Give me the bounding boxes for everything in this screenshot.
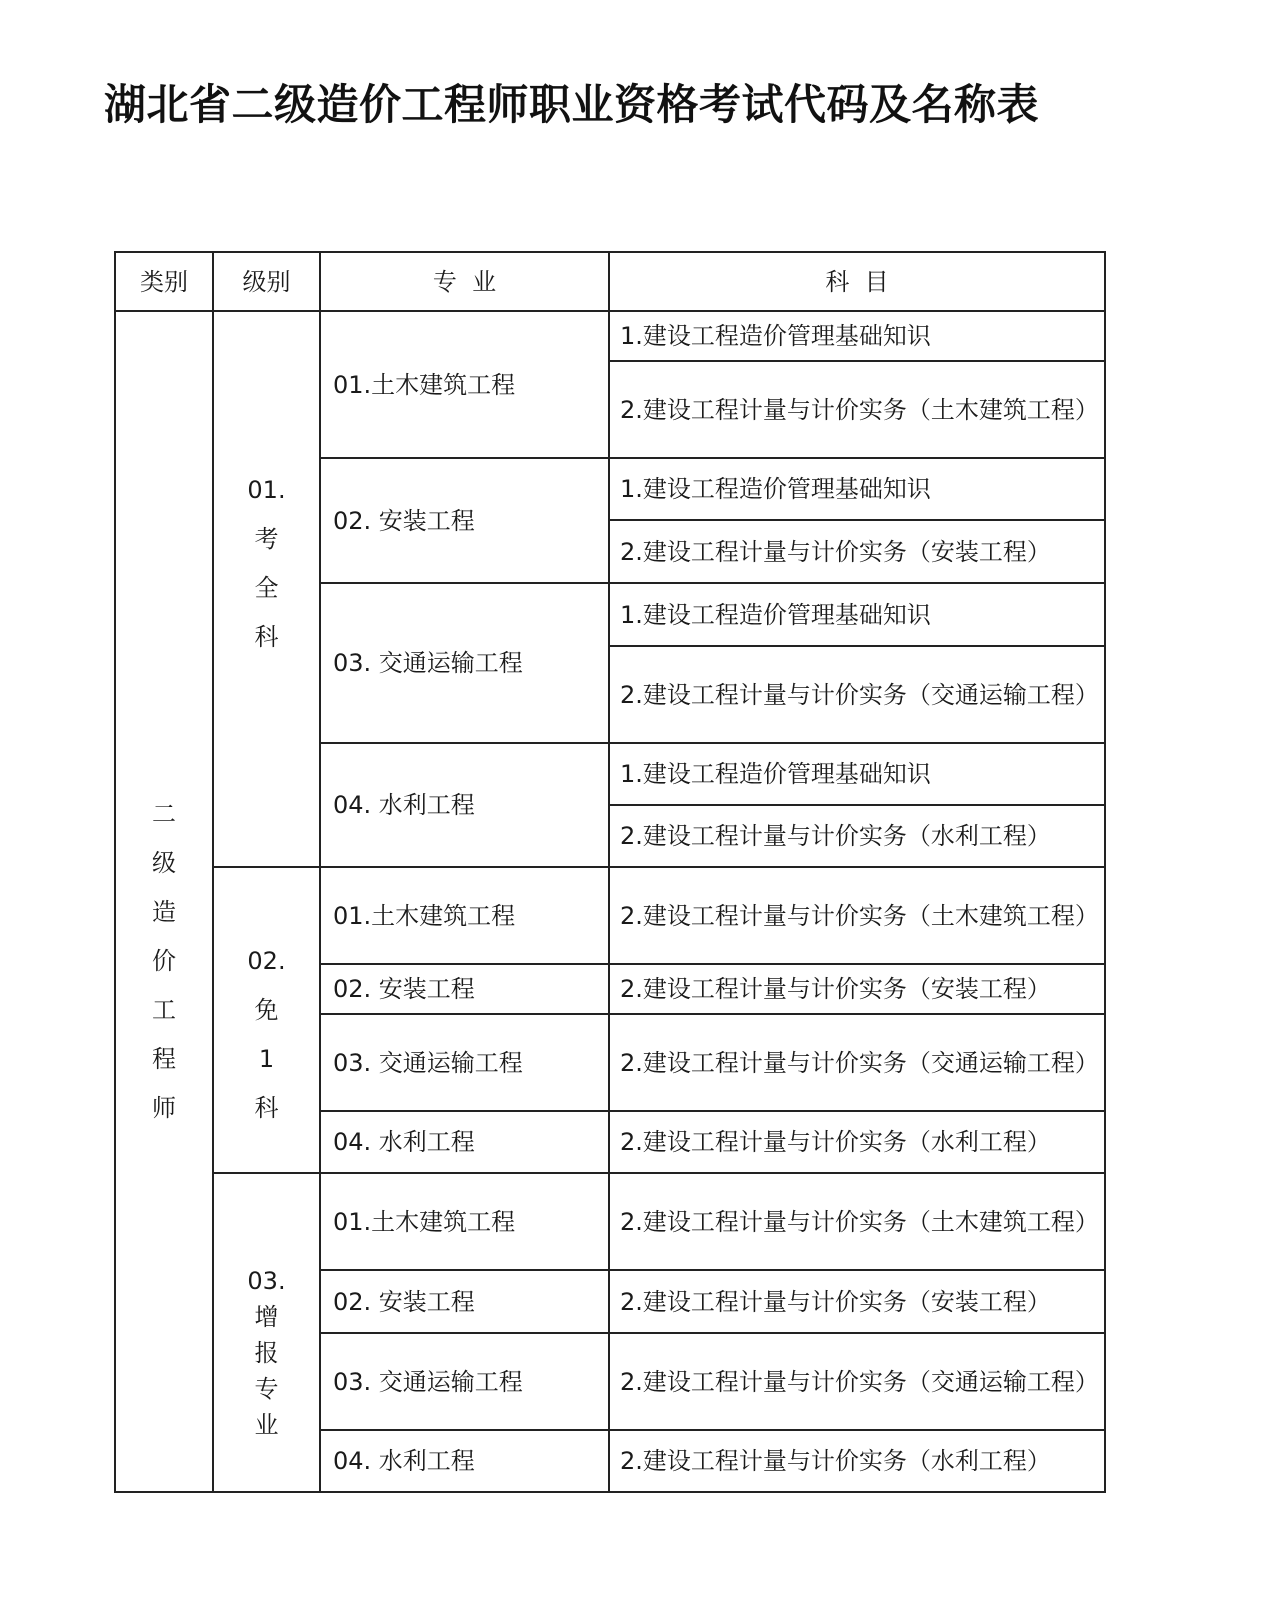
subject-cell: 2.建设工程计量与计价实务（水利工程） [609, 1430, 1105, 1492]
subject-cell: 2.建设工程计量与计价实务（水利工程） [609, 1111, 1105, 1173]
major-cell: 01.土木建筑工程 [320, 867, 609, 964]
header-major: 专 业 [320, 252, 609, 311]
subject-cell: 1.建设工程造价管理基础知识 [609, 311, 1105, 361]
page-title: 湖北省二级造价工程师职业资格考试代码及名称表 [104, 80, 1040, 129]
subject-cell: 2.建设工程计量与计价实务（安装工程） [609, 1270, 1105, 1333]
subject-cell: 2.建设工程计量与计价实务（土木建筑工程） [609, 361, 1105, 458]
header-category: 类别 [115, 252, 213, 311]
subject-cell: 2.建设工程计量与计价实务（交通运输工程） [609, 646, 1105, 743]
subject-cell: 1.建设工程造价管理基础知识 [609, 743, 1105, 805]
subject-cell: 1.建设工程造价管理基础知识 [609, 583, 1105, 646]
major-cell: 02. 安装工程 [320, 458, 609, 583]
major-cell: 03. 交通运输工程 [320, 583, 609, 743]
major-cell: 02. 安装工程 [320, 1270, 609, 1333]
major-cell: 02. 安装工程 [320, 964, 609, 1014]
major-cell: 03. 交通运输工程 [320, 1333, 609, 1430]
subject-cell: 2.建设工程计量与计价实务（交通运输工程） [609, 1333, 1105, 1430]
subject-cell: 2.建设工程计量与计价实务（水利工程） [609, 805, 1105, 867]
subject-cell: 2.建设工程计量与计价实务（安装工程） [609, 964, 1105, 1014]
level-cell-02: 02. 免 1 科 [213, 867, 320, 1173]
major-cell: 04. 水利工程 [320, 743, 609, 867]
table-row [115, 867, 1105, 964]
header-subject: 科 目 [609, 252, 1105, 311]
table-row [115, 1173, 1105, 1270]
table-row [115, 311, 1105, 361]
header-level: 级别 [213, 252, 320, 311]
subject-cell: 2.建设工程计量与计价实务（土木建筑工程） [609, 867, 1105, 964]
exam-code-table [114, 251, 1106, 1493]
major-cell: 03. 交通运输工程 [320, 1014, 609, 1111]
major-cell: 01.土木建筑工程 [320, 311, 609, 458]
category-cell: 二 级 造 价 工 程 师 [115, 311, 213, 1492]
major-cell: 01.土木建筑工程 [320, 1173, 609, 1270]
major-cell: 04. 水利工程 [320, 1111, 609, 1173]
major-cell: 04. 水利工程 [320, 1430, 609, 1492]
level-cell-01: 01. 考 全 科 [213, 311, 320, 867]
subject-cell: 1.建设工程造价管理基础知识 [609, 458, 1105, 520]
table-header-row [115, 252, 1105, 311]
subject-cell: 2.建设工程计量与计价实务（交通运输工程） [609, 1014, 1105, 1111]
subject-cell: 2.建设工程计量与计价实务（土木建筑工程） [609, 1173, 1105, 1270]
subject-cell: 2.建设工程计量与计价实务（安装工程） [609, 520, 1105, 583]
level-cell-03: 03. 增 报 专 业 [213, 1173, 320, 1492]
